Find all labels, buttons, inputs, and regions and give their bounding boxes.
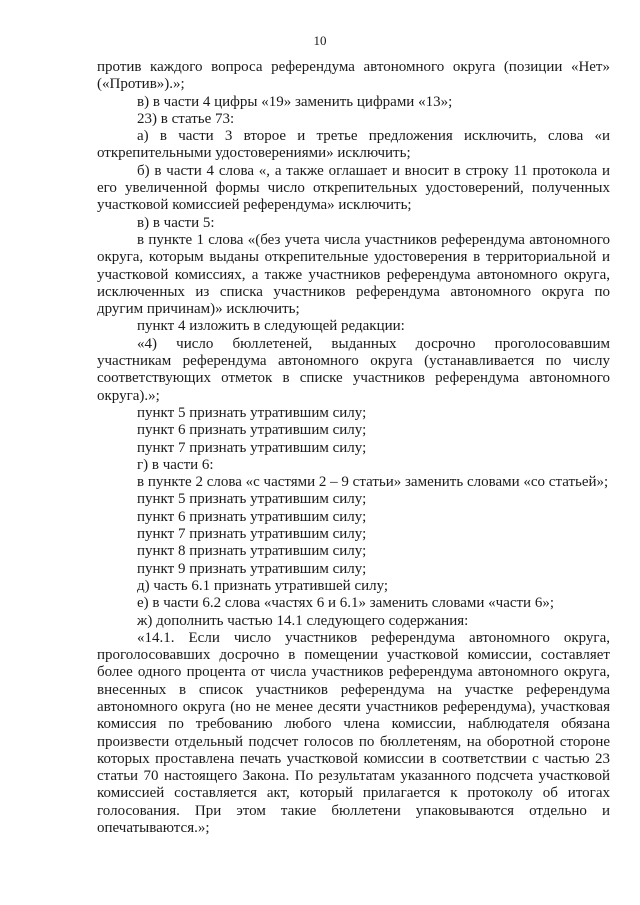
paragraph: пункт 6 признать утратившим силу; (137, 422, 367, 439)
paragraph: д) часть 6.1 признать утратившей силу; (137, 577, 389, 594)
paragraph: пункт 5 признать утратившим силу; (137, 404, 367, 421)
paragraph: в пункте 2 слова «с частями 2 – 9 статьи» заменить словами «со статьей»; (137, 474, 609, 491)
paragraph: пункт 6 признать утратившим силу; (137, 508, 367, 525)
document-body (97, 59, 610, 837)
paragraph: пункт 4 изложить в следующей редакции: (137, 318, 405, 335)
paragraph: б) в части 4 слова «, а также оглашает и вносит в строку 11 протокола и его увеличенной формы число открепительных удостоверений, полученных участковой комиссией референдума» исключить; (97, 162, 610, 214)
page-number: 10 (313, 33, 327, 48)
paragraph: пункт 9 признать утратившим силу; (137, 560, 367, 577)
paragraph: «14.1. Если число участников референдума автономного округа, проголосовавших досрочно в помещении участковой комиссии, составляет более одного процента от числа участников референдума автономного округа, внесенных в список участников референдума на участке референдума автономного округа (но не менее десяти участников референдума), участковая комиссия по требованию любого члена комиссии, наблюдателя обязана произвести отдельный подсчет голосов по бюллетеням, на оборотной стороне которых проставлена печать участковой комиссии в соответствии с частью 23 статьи 70 настоящего Закона. По результатам указанного подсчета участковой комиссией составляется акт, который прилагается к протоколу об итогах голосования. При этом такие бюллетени упаковываются отдельно и опечатываются.»; (97, 629, 610, 837)
paragraph: ж) дополнить частью 14.1 следующего содержания: (137, 612, 469, 629)
paragraph: пункт 7 признать утратившим силу; (137, 526, 367, 543)
paragraph: против каждого вопроса референдума автономного округа (позиции «Нет» («Против»).»; (97, 59, 610, 93)
paragraph: пункт 5 признать утратившим силу; (137, 491, 367, 508)
paragraph: в пункте 1 слова «(без учета числа участников референдума автономного округа, которым выданы открепительные удостоверения в территориальной и участковой комиссиях, а также участников референдума автономного округа, исключенных из списка участников референдума автономного округа по другим причинам)» исключить; (97, 231, 610, 318)
paragraph: в) в части 5: (137, 214, 215, 231)
paragraph: «4) число бюллетеней, выданных досрочно проголосовавшим участникам референдума автономного округа (устанавливается по числу соответствующих отметок в списке участников референдума автономного округа).»; (97, 335, 610, 404)
paragraph: пункт 7 признать утратившим силу; (137, 439, 367, 456)
paragraph: пункт 8 признать утратившим силу; (137, 543, 367, 560)
paragraph: а) в части 3 второе и третье предложения исключить, слова «и открепительными удостоверениями» исключить; (97, 128, 610, 162)
paragraph: в) в части 4 цифры «19» заменить цифрами «13»; (137, 93, 453, 110)
paragraph: г) в части 6: (137, 456, 214, 473)
paragraph: 23) в статье 73: (137, 110, 235, 127)
paragraph: е) в части 6.2 слова «частях 6 и 6.1» заменить словами «части 6»; (137, 595, 555, 612)
